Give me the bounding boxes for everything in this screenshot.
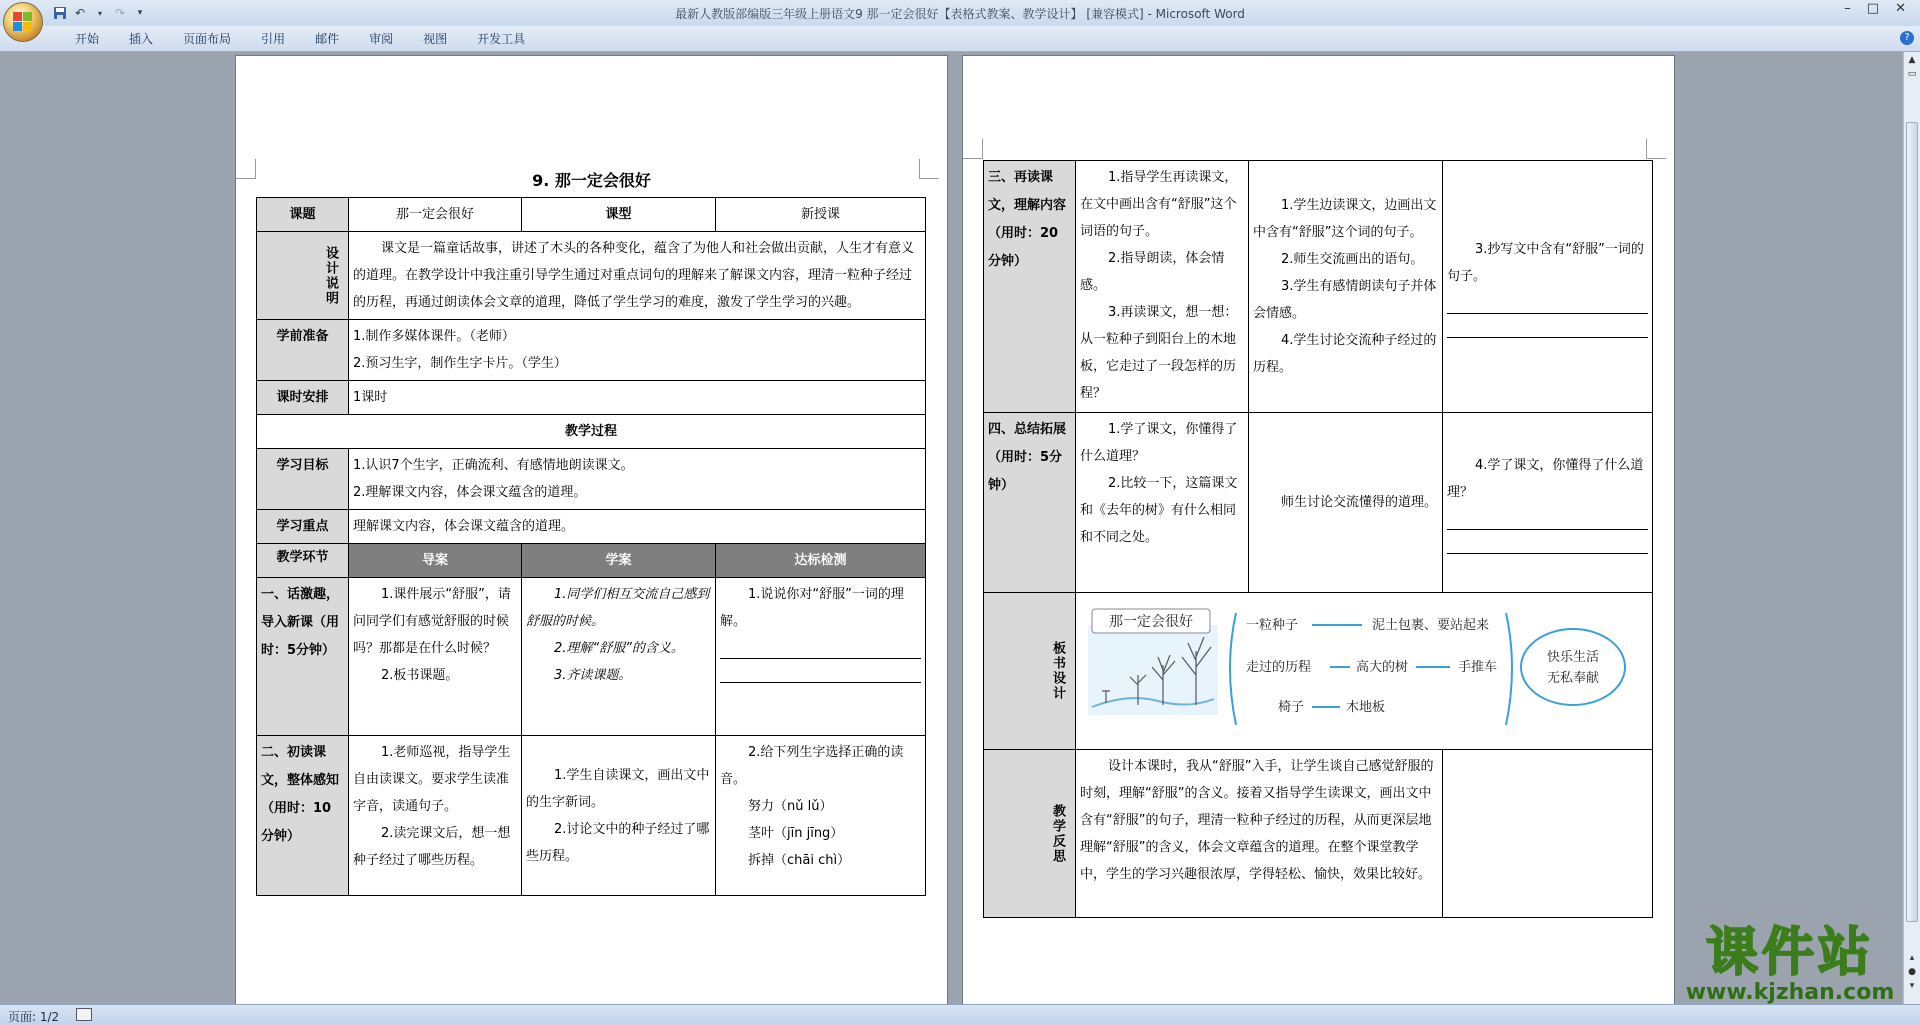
status-bar [0, 1004, 1920, 1025]
guide-item: 1.指导学生再读课文，在文中画出含有“舒服”这个词语的句子。 [1080, 170, 1238, 239]
board-line3-a: 椅子 [1278, 700, 1305, 715]
focus-label: 学习重点 [257, 510, 349, 544]
close-button[interactable]: ✕ [1895, 1, 1906, 16]
guide-2-cell[interactable] [349, 736, 522, 896]
check-2-cell[interactable] [716, 736, 926, 896]
board-line2-c: 手推车 [1458, 660, 1498, 675]
study-item: 3.齐读课题。 [554, 668, 632, 683]
guide-item: 1.老师巡视，指导学生自由读课文。要求学生读准字音，读通句子。 [353, 745, 511, 814]
table-row [257, 320, 926, 381]
topic-value[interactable]: 那一定会很好 [349, 198, 522, 232]
study-3-cell[interactable] [1249, 161, 1443, 413]
type-value[interactable]: 新授课 [716, 198, 926, 232]
tab-mailings[interactable]: 邮件 [315, 32, 340, 46]
phase-1: 一、话激趣，导入新课（用时：5分钟） [257, 578, 349, 736]
tab-home[interactable]: 开始 [75, 32, 100, 46]
lesson-plan-table [256, 197, 926, 896]
table-row [257, 381, 926, 415]
cloud-shape [1521, 629, 1625, 705]
ruler-toggle-icon[interactable]: ▭ [1907, 69, 1917, 79]
board-design-cell [1076, 593, 1653, 750]
check-item: 3.抄写文中含有“舒服”一词的句子。 [1447, 241, 1644, 284]
study-1-cell[interactable] [522, 578, 716, 736]
check-item: 1.说说你对“舒服”一词的理解。 [720, 587, 904, 629]
goal-item: 2.理解课文内容，体会课文蕴含的道理。 [353, 485, 587, 500]
goal-cell[interactable] [349, 449, 926, 510]
goal-item: 1.认识7个生字，正确流利、有感情地朗读课文。 [353, 458, 634, 473]
prep-item: 1.制作多媒体课件。（老师） [353, 329, 515, 344]
guide-item: 2.指导朗读，体会情感。 [1080, 251, 1225, 293]
guide-item: 3.再读课文，想一想：从一粒种子到阳台上的木地板，它走过了一段怎样的历程？ [1080, 305, 1238, 401]
guide-item: 1.课件展示“舒服”，请问同学们有感觉舒服的时候吗？那都是在什么时候？ [353, 587, 511, 656]
study-item: 4.学生讨论交流种子经过的历程。 [1253, 333, 1437, 375]
answer-blank[interactable] [1447, 292, 1648, 314]
undo-dropdown-icon[interactable]: ▾ [97, 8, 102, 18]
browse-object-icon[interactable]: ● [1908, 967, 1916, 977]
design-label: 设计说明 [257, 232, 349, 320]
topic-label: 课题 [257, 198, 349, 232]
pinyin-item: 茎叶（jīn jīng） [748, 826, 844, 841]
guide-item: 2.比较一下，这篇课文和《去年的树》有什么相同和不同之处。 [1080, 476, 1238, 545]
tab-insert[interactable]: 插入 [129, 32, 154, 46]
table-row [257, 198, 926, 232]
pinyin-item: 努力（nǔ lǔ） [748, 799, 833, 814]
guide-item: 2.读完课文后，想一想种子经过了哪些历程。 [353, 826, 511, 868]
col-study: 学案 [522, 544, 716, 578]
prep-label: 学前准备 [257, 320, 349, 381]
guide-3-cell[interactable] [1076, 161, 1249, 413]
scroll-up-icon[interactable]: ▲ [1908, 55, 1916, 65]
board-line1-a: 一粒种子 [1246, 618, 1299, 633]
answer-blank[interactable] [1447, 508, 1648, 530]
board-title: 那一定会很好 [1109, 614, 1193, 630]
goal-label: 学习目标 [257, 449, 349, 510]
study-item: 1.学生自读课文，画出文中的生字新词。 [526, 767, 710, 810]
board-line1-b: 泥土包裹、要站起来 [1372, 618, 1490, 633]
check-1-cell[interactable] [716, 578, 926, 736]
study-item: 2.讨论文中的种子经过了哪些历程。 [526, 821, 710, 864]
board-diagram [1078, 595, 1638, 740]
scroll-thumb[interactable] [1906, 122, 1918, 922]
phase-3: 三、再读课文，理解内容（用时：20分钟） [984, 161, 1076, 413]
tab-developer[interactable]: 开发工具 [477, 32, 526, 46]
check-item: 4.学了课文，你懂得了什么道理？ [1447, 457, 1644, 500]
proofing-icon[interactable] [76, 1008, 92, 1021]
redo-icon[interactable]: ↷ [114, 6, 126, 20]
guide-1-cell[interactable] [349, 578, 522, 736]
study-item: 1.学生边读课文，边画出文中含有“舒服”这个词的句子。 [1253, 198, 1437, 240]
tab-page-layout[interactable]: 页面布局 [183, 32, 232, 46]
next-page-icon[interactable]: ▾ [1909, 981, 1915, 991]
col-guide: 导案 [349, 544, 522, 578]
crop-mark [963, 139, 983, 159]
watermark-logo [1670, 925, 1910, 1005]
table-row [257, 232, 926, 320]
study-item: 1.同学们相互交流自己感到舒服的时候。 [526, 587, 710, 629]
page-indicator[interactable]: 页面: 1/2 [8, 1010, 60, 1024]
board-line3-b: 木地板 [1346, 700, 1386, 715]
type-label: 课型 [522, 198, 716, 232]
answer-blank[interactable] [720, 661, 921, 683]
table-row [984, 593, 1653, 750]
table-row [257, 736, 926, 896]
board-line2-b: 高大的树 [1356, 660, 1409, 675]
phase-2: 二、初读课文，整体感知（用时：10分钟） [257, 736, 349, 896]
table-row [257, 415, 926, 449]
title-bar [0, 0, 1920, 26]
prev-page-icon[interactable]: ▴ [1909, 953, 1915, 963]
hours-label: 课时安排 [257, 381, 349, 415]
table-row [257, 578, 926, 736]
study-2-cell[interactable] [522, 736, 716, 896]
cloud-line-1: 快乐生活 [1546, 650, 1600, 665]
document-page-2 [963, 56, 1674, 1004]
page-title: 9. 那一定会很好 [532, 171, 651, 190]
cloud-line-2: 无私奉献 [1546, 671, 1600, 686]
maximize-button[interactable]: □ [1866, 1, 1880, 16]
hours-value[interactable]: 1课时 [349, 381, 926, 415]
answer-blank[interactable] [1447, 532, 1648, 554]
process-heading: 教学过程 [257, 415, 926, 449]
right-brace [1506, 613, 1512, 725]
help-icon[interactable]: ? [1900, 31, 1914, 45]
pinyin-item: 拆掉（chāi chì） [748, 853, 851, 868]
reflection-text[interactable]: 设计本课时，我从“舒服”入手，让学生谈自己感觉舒服的时刻，理解“舒服”的含义。接着又指导学生读课文，画出文中含有“舒服”的句子，理清一粒种子经过的历程，从而更深层地理解“舒服”的含义，体会文章蕴含的道理。在整个课堂教学中，学生的学习兴趣很浓厚，学得轻松、愉快，效果比较好。 [1076, 750, 1443, 918]
minimize-button[interactable]: – [1844, 1, 1851, 16]
focus-value[interactable]: 理解课文内容，体会课文蕴含的道理。 [349, 510, 926, 544]
left-brace [1230, 613, 1236, 725]
phase-4: 四、总结拓展（用时：5分钟） [984, 413, 1076, 593]
crop-mark [1646, 139, 1666, 159]
window-controls [1844, 1, 1916, 16]
tab-references[interactable]: 引用 [261, 32, 286, 46]
customize-toolbar-icon[interactable]: ▾ [137, 8, 143, 18]
board-label: 板书设计 [984, 593, 1076, 750]
check-item: 2.给下列生字选择正确的读音。 [720, 745, 904, 787]
design-text[interactable]: 课文是一篇童话故事，讲述了木头的各种变化，蕴含了为他人和社会做出贡献，人生才有意义的道理。在教学设计中我注重引导学生通过对重点词句的理解来了解课文内容，理清一粒种子经过的历程，再通过朗读体会文章的道理，降低了学生学习的难度，激发了学生学习的兴趣。 [349, 232, 926, 320]
study-item: 师生讨论交流懂得的道理。 [1281, 495, 1438, 510]
undo-icon[interactable]: ↶ [74, 6, 86, 20]
table-row [984, 750, 1653, 918]
prep-item: 2.预习生字，制作生字卡片。（学生） [353, 356, 567, 371]
window-title: 最新人教版部编版三年级上册语文9 那一定会很好【表格式教案、教学设计】 [兼容模式] - Microsoft Word [675, 7, 1245, 21]
tab-review[interactable]: 审阅 [369, 32, 394, 46]
study-item: 2.师生交流画出的语句。 [1281, 252, 1424, 267]
guide-4-cell[interactable] [1076, 413, 1249, 593]
board-line2-a: 走过的历程 [1246, 660, 1312, 675]
table-header-row [257, 544, 926, 578]
guide-item: 1.学了课文，你懂得了什么道理？ [1080, 422, 1238, 464]
tab-view[interactable]: 视图 [423, 32, 448, 46]
ribbon-tabs [0, 26, 1920, 52]
reflection-label: 教学反思 [984, 750, 1076, 918]
guide-item: 2.板书课题。 [381, 668, 459, 683]
study-item: 3.学生有感情朗读句子并体会情感。 [1253, 279, 1437, 321]
vertical-scrollbar[interactable] [1903, 52, 1920, 1004]
prep-cell[interactable] [349, 320, 926, 381]
check-3-cell[interactable] [1443, 161, 1653, 413]
watermark-brand: 课件站 [1705, 923, 1874, 983]
col-phase: 教学环节 [257, 544, 349, 578]
check-4-cell[interactable] [1443, 413, 1653, 593]
study-item: 2.理解“舒服”的含义。 [554, 641, 684, 656]
answer-blank[interactable] [1447, 316, 1648, 338]
study-4-cell[interactable] [1249, 413, 1443, 593]
answer-blank[interactable] [720, 637, 921, 659]
table-row [257, 510, 926, 544]
table-row [984, 161, 1653, 413]
watermark-url: www.kjzhan.com [1685, 980, 1895, 1005]
lesson-plan-table-continued [983, 160, 1653, 918]
office-logo-icon [13, 12, 33, 32]
office-button[interactable] [3, 2, 43, 42]
col-check: 达标检测 [716, 544, 926, 578]
table-row [984, 413, 1653, 593]
reflection-empty-cell[interactable] [1443, 750, 1653, 918]
table-row [257, 449, 926, 510]
document-page-1 [236, 56, 947, 1004]
